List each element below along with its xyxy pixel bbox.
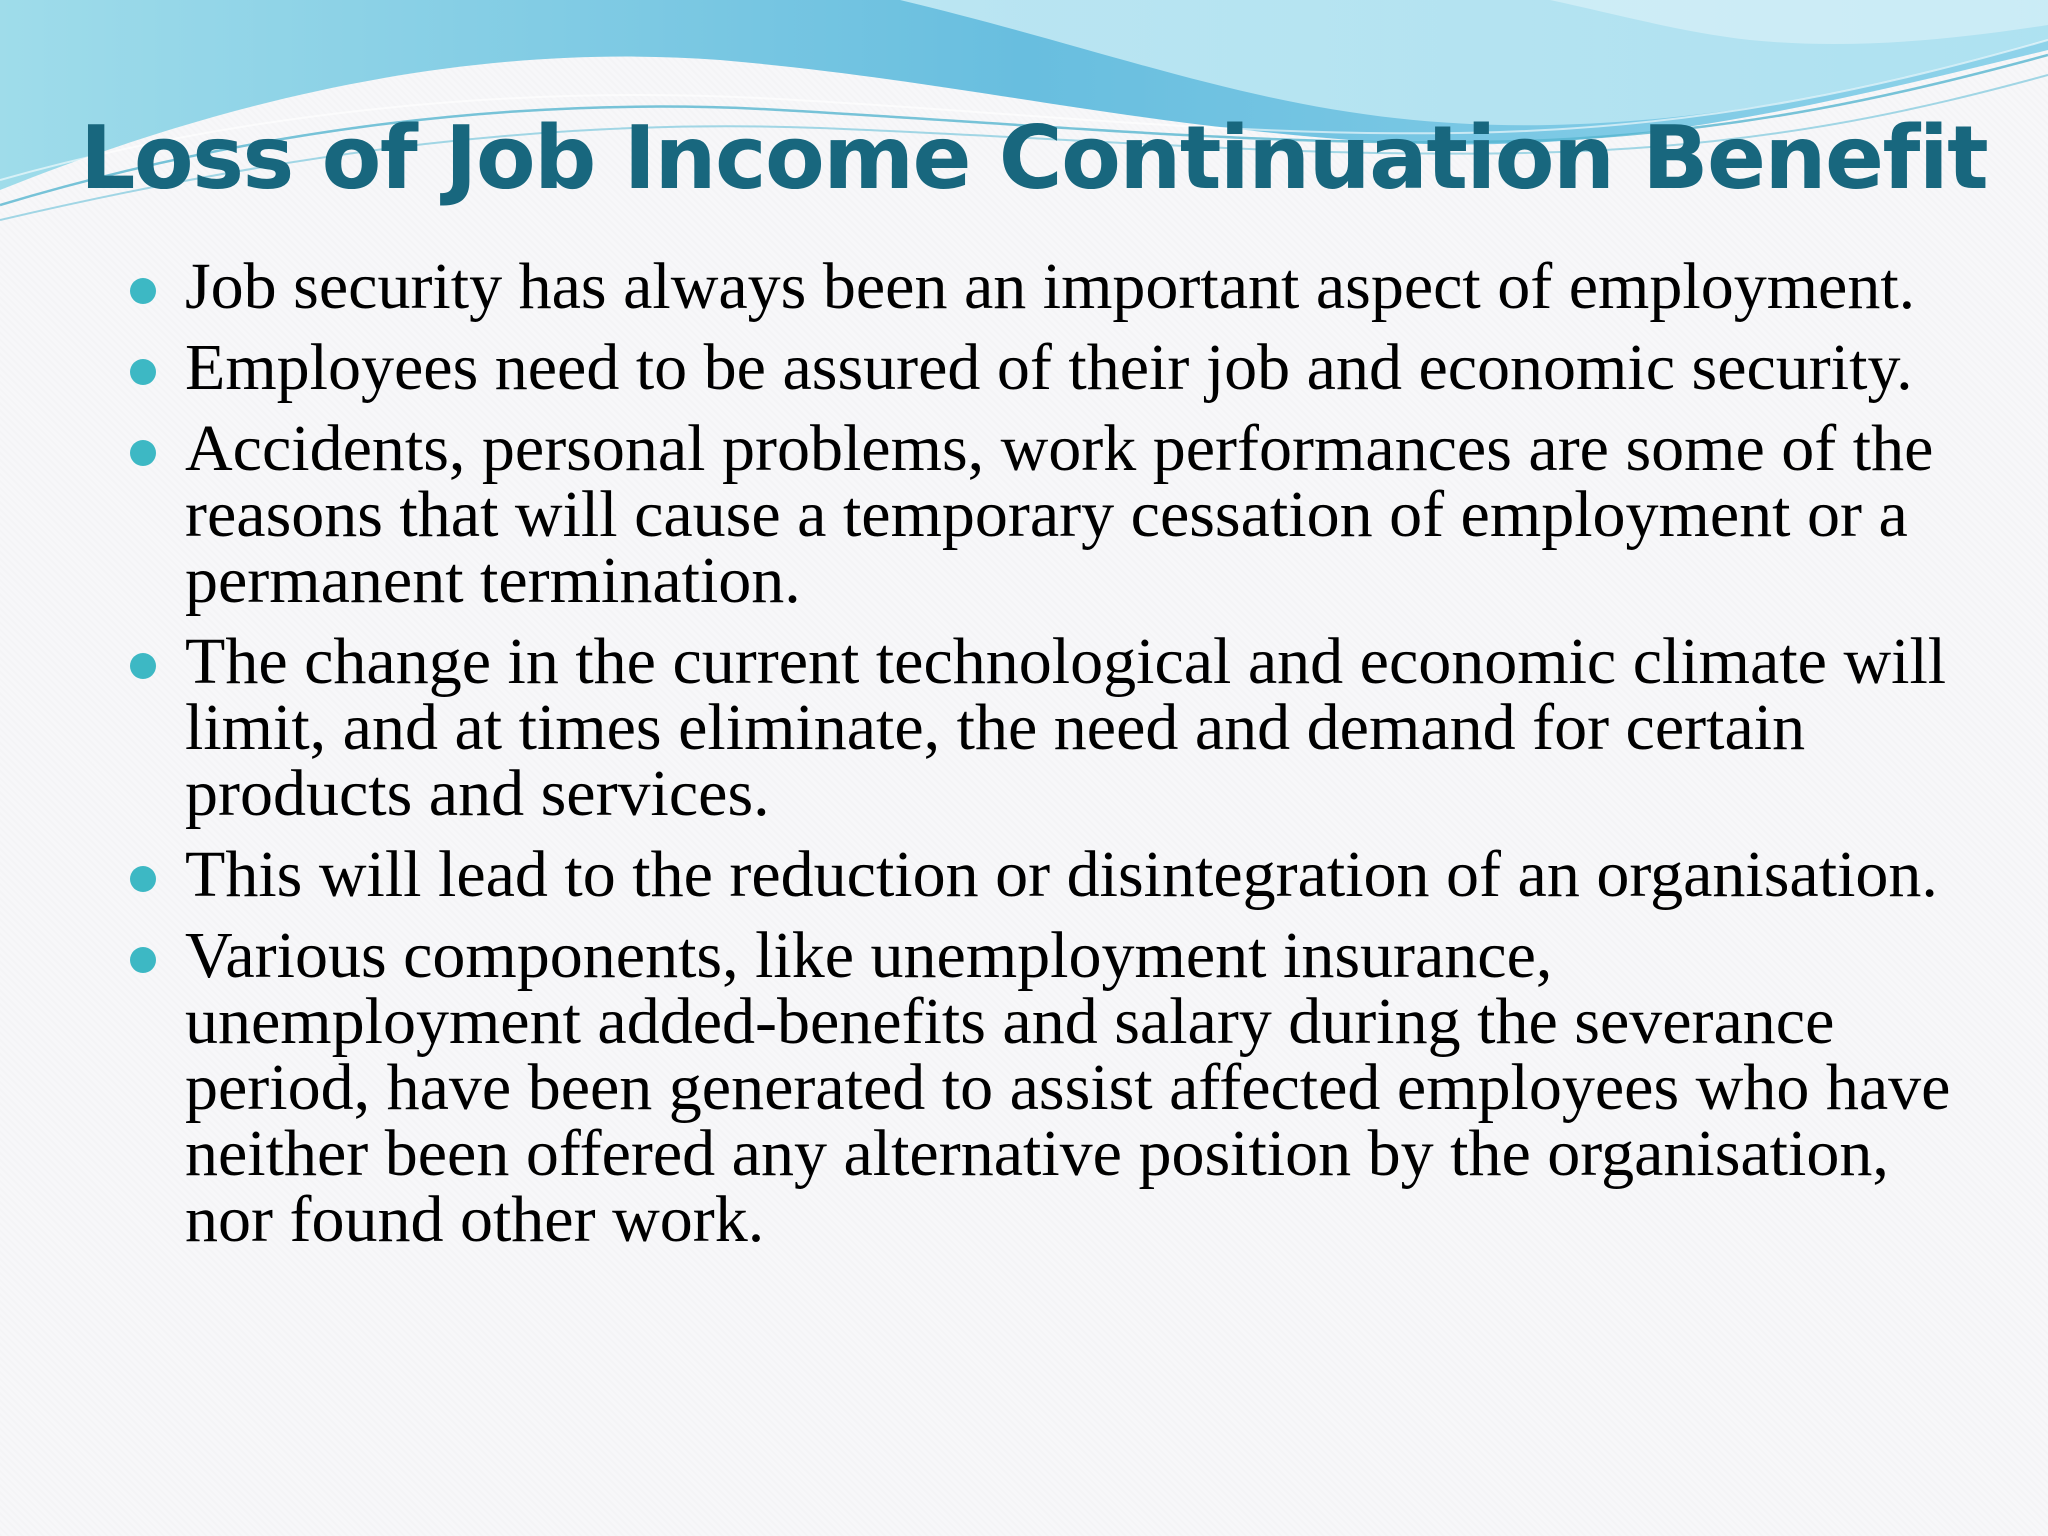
bullet-item (128, 625, 1958, 830)
bullet-text: This will lead to the reduction or disintegration of an organisation. (185, 838, 1938, 911)
bullet-item (128, 919, 1958, 1256)
bullet-dot-icon (130, 278, 156, 304)
bullet-item (128, 331, 1958, 404)
bullet-dot-icon (130, 653, 156, 679)
bullet-text: Accidents, personal problems, work performances are some of the reasons that will cause a temporary cessation of employment or a permanent termination. (185, 412, 1934, 617)
bullet-list (128, 250, 1958, 1268)
bullet-dot-icon (130, 947, 156, 973)
bullet-text: Various components, like unemployment insurance, unemployment added-benefits and salary during the severance period, have been generated to assist affected employees who have neither been offered any alternative position by the organisation, nor found other work. (185, 919, 1951, 1256)
bullet-text: Employees need to be assured of their job and economic security. (185, 331, 1913, 404)
bullet-item (128, 412, 1958, 617)
bullet-text: The change in the current technological and economic climate will limit, and at times eliminate, the need and demand for certain products and services. (185, 625, 1947, 830)
bullet-dot-icon (130, 866, 156, 892)
slide-title: Loss of Job Income Continuation Benefit (80, 107, 1988, 209)
bullet-item (128, 838, 1958, 911)
bullet-dot-icon (130, 359, 156, 385)
bullet-item (128, 250, 1958, 323)
bullet-dot-icon (130, 440, 156, 466)
bullet-text: Job security has always been an important aspect of employment. (185, 250, 1916, 323)
